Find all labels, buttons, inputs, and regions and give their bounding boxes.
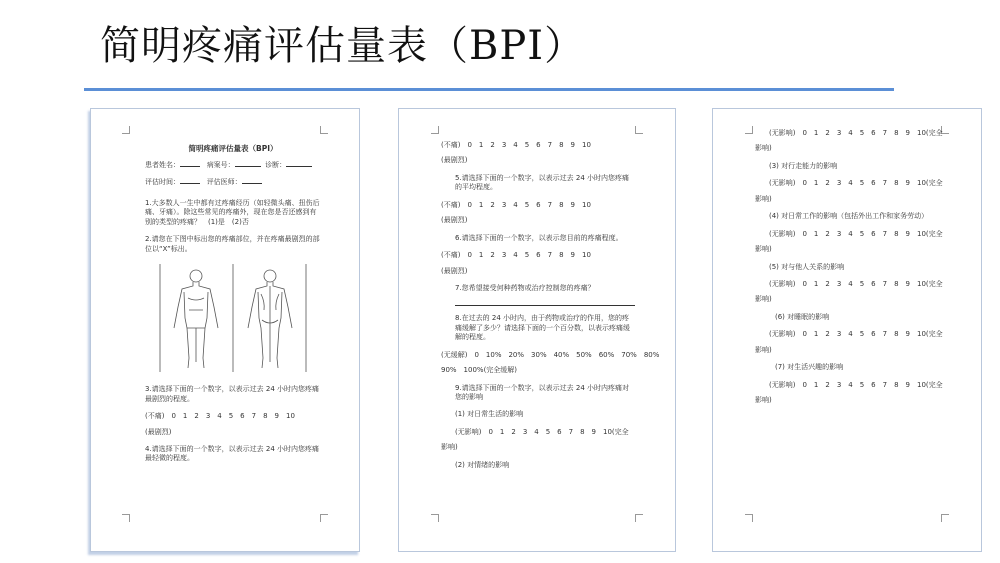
- crop-mark: [431, 126, 439, 134]
- impact-scale: (无影响) 0 1 2 3 4 5 6 7 8 9 10(完全: [455, 427, 629, 436]
- question-2: 2.请您在下图中标出您的疼痛部位，并在疼痛最剧烈的部位以“X”标出。: [145, 235, 320, 253]
- crop-mark: [941, 514, 949, 522]
- blank-field: [235, 160, 261, 167]
- assessment-info-row: [145, 177, 321, 187]
- pain-scale: (不痛) 0 1 2 3 4 5 6 7 8 9 10: [145, 412, 295, 421]
- label-diagnosis: 诊断：: [265, 161, 287, 170]
- impact-scale-end: 影响): [755, 245, 772, 254]
- document-page-1: [90, 108, 360, 552]
- pain-scale: (不痛) 0 1 2 3 4 5 6 7 8 9 10: [441, 141, 591, 149]
- question-9-item-3: (3) 对行走能力的影响: [769, 161, 838, 170]
- blank-field: [180, 160, 200, 167]
- crop-mark: [122, 126, 130, 134]
- question-3: 3.请选择下面的一个数字，以表示过去 24 小时内您疼痛最剧烈的程度。: [145, 385, 320, 403]
- crop-mark: [320, 514, 328, 522]
- question-5: 5.请选择下面的一个数字，以表示过去 24 小时内您疼痛的平均程度。: [455, 173, 630, 192]
- pain-scale: (不痛) 0 1 2 3 4 5 6 7 8 9 10: [441, 200, 591, 209]
- impact-scale: (无影响) 0 1 2 3 4 5 6 7 8 9 10(完全: [769, 179, 943, 188]
- document-title: 简明疼痛评估量表（BPI）: [188, 144, 278, 153]
- label-record-number: 病案号：: [206, 161, 235, 170]
- body-map-figure: [158, 262, 308, 377]
- impact-scale: (无影响) 0 1 2 3 4 5 6 7 8 9 10(完全: [769, 279, 943, 288]
- question-1: 1.大多数人一生中都有过疼痛经历（如轻微头痛、扭伤后痛、牙痛）。除这些常见的疼痛外，现在您是否还感到有别的类型的疼痛？ (1)是 (2)否: [145, 199, 320, 226]
- question-6: 6.请选择下面的一个数字，以表示您目前的疼痛程度。: [455, 233, 623, 242]
- question-9: 9.请选择下面的一个数字，以表示过去 24 小时内疼痛对您的影响: [455, 383, 630, 401]
- answer-line: [455, 301, 635, 306]
- impact-scale: (无影响) 0 1 2 3 4 5 6 7 8 9 10(完全: [769, 380, 943, 389]
- patient-info-row: [145, 160, 321, 170]
- question-8: 8.在过去的 24 小时内，由于药物或治疗的作用，您的疼痛缓解了多少？请选择下面的一个百分数，以表示疼痛缓解的程度。: [455, 314, 630, 342]
- impact-scale-end: 影响): [755, 295, 772, 304]
- question-7: 7.您希望接受何种药物或治疗控制您的疼痛？: [455, 283, 595, 292]
- impact-scale-end: 影响): [441, 443, 458, 452]
- label-patient-name: 患者姓名：: [145, 161, 180, 170]
- impact-scale-end: 影响): [755, 194, 772, 203]
- pain-scale-end: (最剧烈): [145, 427, 172, 436]
- crop-mark: [745, 126, 753, 134]
- back-body-outline: [248, 270, 292, 368]
- relief-percent-scale-end: 90% 100%(完全缓解): [441, 366, 518, 375]
- blank-field: [286, 160, 312, 167]
- document-page-2: [398, 108, 676, 552]
- impact-scale-end: 影响): [755, 345, 772, 354]
- crop-mark: [122, 514, 130, 522]
- question-9-item-5: (5) 对与他人关系的影响: [769, 262, 845, 271]
- crop-mark: [745, 514, 753, 522]
- slide-title: 简明疼痛评估量表（BPI）: [100, 23, 586, 69]
- crop-mark: [635, 514, 643, 522]
- impact-scale-end: 影响): [755, 396, 772, 404]
- impact-scale-end: 影响): [755, 144, 772, 153]
- pain-scale-end: (最剧烈): [441, 216, 468, 225]
- crop-mark: [431, 514, 439, 522]
- impact-scale: (无影响) 0 1 2 3 4 5 6 7 8 9 10(完全: [769, 229, 943, 238]
- impact-scale: (无影响) 0 1 2 3 4 5 6 7 8 9 10(完全: [769, 330, 943, 339]
- question-9-item-1: (1) 对日常生活的影响: [455, 410, 524, 419]
- label-evaluator: 评估医师：: [206, 177, 242, 186]
- question-9-item-6: (6) 对睡眠的影响: [775, 312, 830, 321]
- document-page-3: [712, 108, 982, 552]
- crop-mark: [635, 126, 643, 134]
- front-body-outline: [174, 270, 218, 368]
- pain-scale-end: (最剧烈): [441, 266, 468, 275]
- title-divider: [84, 88, 894, 91]
- impact-scale: (无影响) 0 1 2 3 4 5 6 7 8 9 10(完全: [769, 129, 943, 137]
- question-9-item-7: (7) 对生活兴趣的影响: [775, 363, 844, 372]
- question-4: 4.请选择下面的一个数字，以表示过去 24 小时内您疼痛最轻微的程度。: [145, 444, 320, 463]
- pain-scale-end: (最剧烈): [441, 156, 468, 165]
- crop-mark: [320, 126, 328, 134]
- blank-field: [242, 177, 262, 184]
- pain-scale: (不痛) 0 1 2 3 4 5 6 7 8 9 10: [441, 251, 591, 260]
- question-9-item-2: (2) 对情绪的影响: [455, 460, 510, 469]
- blank-field: [180, 177, 200, 184]
- question-9-item-4: (4) 对日常工作的影响（包括外出工作和家务劳动）: [769, 212, 929, 221]
- relief-percent-scale: (无缓解) 0 10% 20% 30% 40% 50% 60% 70% 80%: [441, 350, 660, 359]
- label-assessment-time: 评估时间：: [145, 177, 180, 186]
